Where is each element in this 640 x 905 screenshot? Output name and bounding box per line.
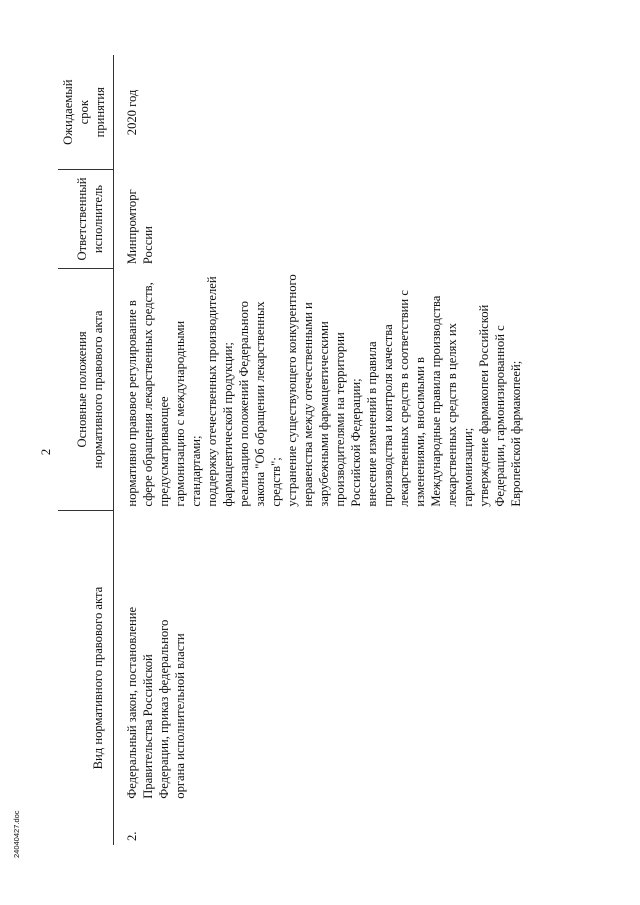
provision-line: сфере обращения лекарственных средств, (141, 282, 155, 507)
act-type-line: Правительства Российской (141, 654, 155, 799)
provision-line: закона "Об обращении лекарственных (253, 301, 267, 507)
provision-line: гармонизации; (461, 427, 475, 507)
provision-line: Федерации, гармонизированной с (493, 325, 507, 507)
row-number: 2. (125, 831, 139, 841)
expected-date: 2020 год (125, 89, 139, 136)
act-type-lines (124, 515, 188, 803)
provision-line: поддержку отечественных производителей (205, 276, 219, 507)
provision-line: утверждение фармакопеи Российской (477, 304, 491, 507)
page-number: 2 (38, 448, 53, 456)
provision-line: нормативно правовое регулирование в (125, 300, 139, 507)
provision-line: производства и контроля качества (381, 324, 395, 507)
legal-acts-table (58, 55, 524, 845)
provision-line: неравенства между отечественными и (301, 302, 315, 507)
header-date-line-1: Ожидаемый (61, 79, 75, 145)
executor-line: Минпромторг (125, 189, 139, 265)
date-cell (114, 55, 525, 170)
provision-line: фармацевтической продукции; (221, 342, 235, 507)
header-provisions-line-2: нормативного правового акта (91, 310, 105, 469)
rotated-table-container (58, 55, 578, 845)
provision-line: стандартами; (189, 435, 203, 507)
header-provisions (58, 268, 114, 510)
act-type-line: Федерации, приказ федерального (157, 619, 171, 799)
table-row (114, 55, 525, 845)
header-act-type: Вид нормативного правового акта (58, 511, 114, 845)
provisions-cell (114, 268, 525, 510)
provision-line: гармонизацию с международными (173, 320, 187, 507)
provision-line: предусматривающее (157, 396, 171, 507)
header-date-line-3: принятия (93, 87, 107, 138)
header-executor-line-2: исполнитель (91, 184, 105, 254)
provision-line: производителями на территории (333, 332, 347, 507)
provision-line: изменениями, вносимыми в (413, 357, 427, 507)
header-executor (58, 170, 114, 268)
provision-line: Международные правила производства (429, 295, 443, 507)
provision-line: средств"; (269, 457, 283, 507)
provision-line: лекарственных средств в целях их (445, 323, 459, 507)
header-date (58, 55, 114, 170)
executor-line: России (141, 226, 155, 265)
provisions-lines (124, 272, 524, 506)
provision-line: Российской Федерации; (349, 378, 363, 507)
provision-line: зарубежными фармацевтическими (317, 321, 331, 507)
provision-line: лекарственных средств в соответствии с (397, 290, 411, 507)
header-provisions-line-1: Основные положения (75, 331, 89, 448)
provision-line: Европейской фармакопеей; (509, 360, 523, 507)
executor-lines (124, 174, 156, 264)
provision-line: реализацию положений Федерального (237, 301, 251, 507)
provision-line: внесение изменений в правила (365, 341, 379, 507)
act-type-cell (114, 511, 525, 807)
header-executor-line-1: Ответственный (75, 177, 89, 261)
act-type-line: органа исполнительной власти (173, 633, 187, 799)
executor-cell (114, 170, 525, 268)
document-code: 24040427.doc (12, 810, 21, 858)
header-date-line-2: срок (77, 100, 91, 125)
act-type-line: Федеральный закон, постановление (125, 606, 139, 799)
provision-line: устранение существующего конкурентного (285, 274, 299, 507)
